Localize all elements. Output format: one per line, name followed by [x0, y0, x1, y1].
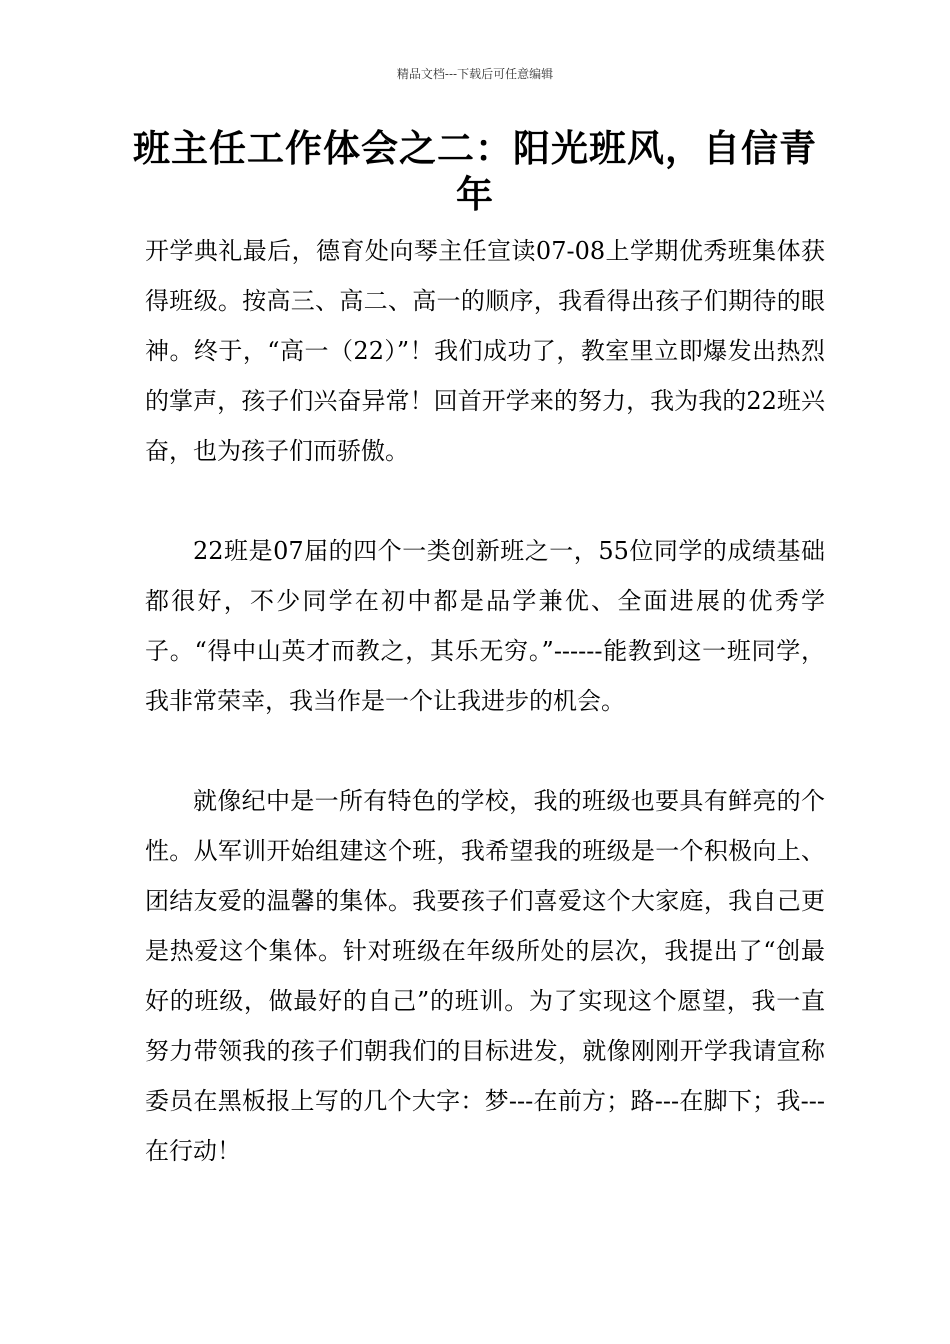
document-body: [145, 226, 825, 1176]
document-title: 班主任工作体会之二：阳光班风，自信青年: [133, 127, 817, 216]
header-note: 精品文档---下载后可任意编辑: [396, 67, 554, 81]
paragraph-3: 就像纪中是一所有特色的学校，我的班级也要具有鲜亮的个性。从军训开始组建这个班，我希望我的班级是一个积极向上、团结友爱的温馨的集体。我要孩子们喜爱这个大家庭，我自己更是热爱这个集体。针对班级在年级所处的层次，我提出了“创最好的班级，做最好的自己”的班训。为了实现这个愿望，我一直努力带领我的孩子们朝我们的目标进发，就像刚刚开学我请宣称委员在黑板报上写的几个大字：梦---在前方；路---在脚下；我---在行动！: [145, 787, 825, 1165]
paragraph-1: 开学典礼最后，德育处向琴主任宣读07-08上学期优秀班集体获得班级。按高三、高二、高一的顺序，我看得出孩子们期待的眼神。终于，“高一（22）”！我们成功了，教室里立即爆发出热烈的掌声，孩子们兴奋异常！回首开学来的努力，我为我的22班兴奋，也为孩子们而骄傲。: [145, 237, 825, 465]
paragraph-spacer: [145, 726, 825, 776]
paragraph-spacer: [145, 476, 825, 526]
paragraph-2: 22班是07届的四个一类创新班之一，55位同学的成绩基础都很好，不少同学在初中都是品学兼优、全面进展的优秀学子。“得中山英才而教之，其乐无穷。”------能教到这一班同学，我非常荣幸，我当作是一个让我进步的机会。: [145, 537, 825, 715]
